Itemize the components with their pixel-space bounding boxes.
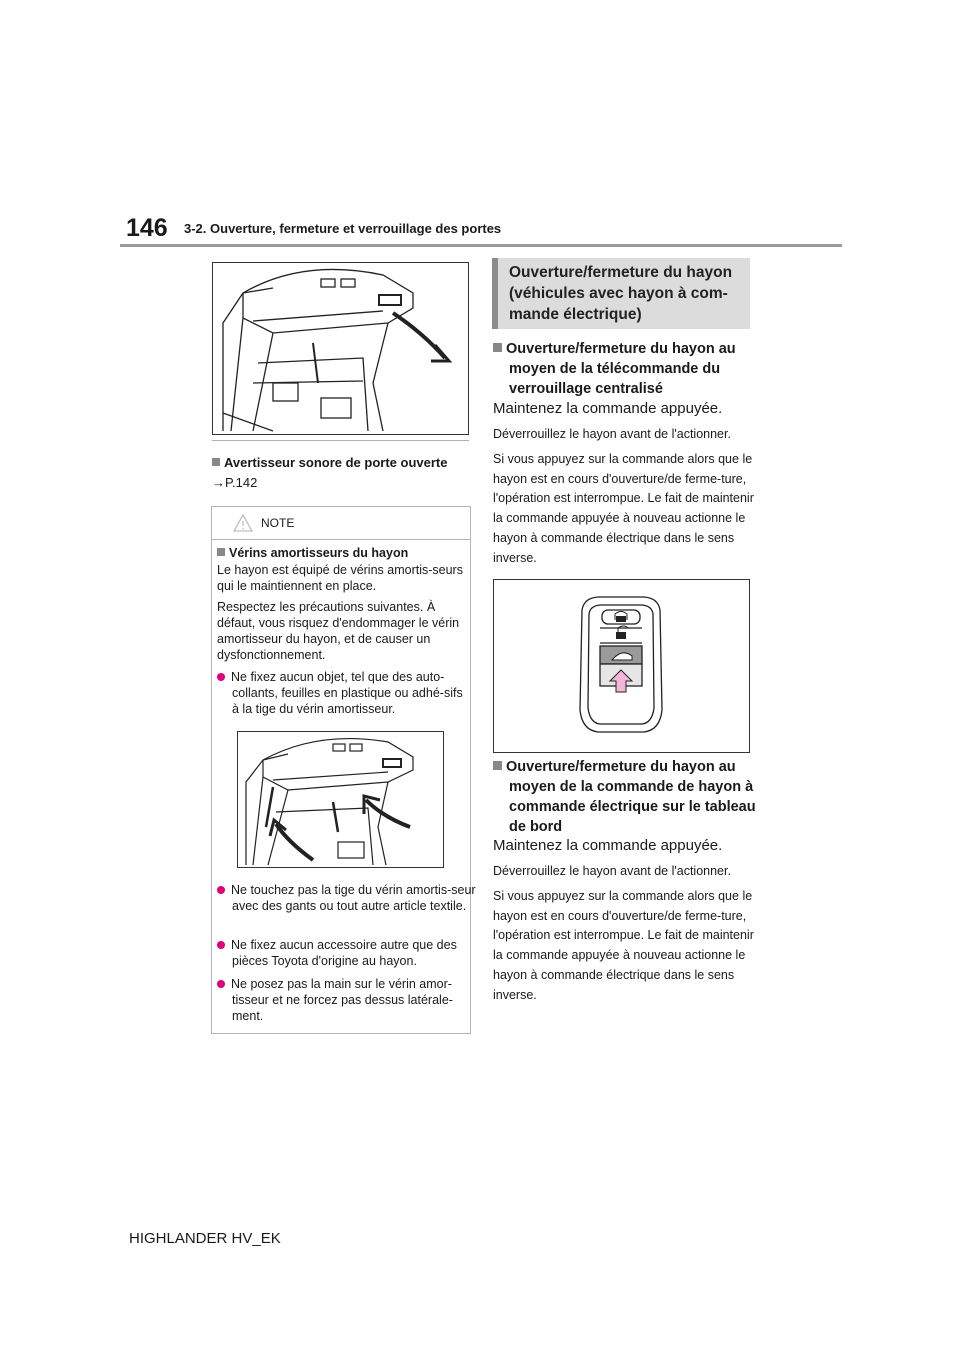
bullet-dot-icon: [217, 673, 225, 681]
tailgate-dampers-illustration: [237, 731, 444, 868]
square-bullet-icon: [493, 343, 502, 352]
note-box: [211, 506, 476, 1034]
key-fob-illustration: [493, 579, 750, 753]
note-heading: Vérins amortisseurs du hayon: [217, 543, 408, 563]
bullet-dot-icon: [217, 941, 225, 949]
note-bullet-3: Ne fixez aucun accessoire autre que des pièces Toyota d'origine au hayon.: [217, 937, 477, 969]
bullet-dot-icon: [217, 886, 225, 894]
note-paragraph-1: Le hayon est équipé de vérins amortis-seurs qui le maintiennent en place.: [217, 563, 463, 593]
note-bullet-4: Ne posez pas la main sur le vérin amor-tisseur et ne forcez pas dessus latérale-ment.: [217, 976, 477, 1024]
figure-divider: [212, 440, 469, 441]
page-number: 146: [126, 214, 168, 242]
note-header: [212, 507, 470, 540]
square-bullet-icon: [493, 761, 502, 770]
subsection-heading-remote: Ouverture/fermeture du hayon au moyen de la télécommande du verrouillage centralisé: [493, 339, 769, 399]
section-title-text: Ouverture/fermeture du hayon (véhicules avec hayon à com-mande électrique): [509, 264, 733, 323]
bullet-dot-icon: [217, 980, 225, 988]
square-bullet-icon: [212, 458, 220, 466]
paragraph-operation-1: Si vous appuyez sur la commande alors que le hayon est en cours d'ouverture/de ferme-ture, l'opération est interrompue. Le fait de maintenir la commande appuyée à nouveau actionne le hayon à commande électrique dans le sens inverse.: [493, 452, 754, 565]
note-bullet-1: Ne fixez aucun objet, tel que des auto-collants, feuilles en plastique ou adhé-sifs à la tige du vérin amortisseur.: [217, 669, 472, 717]
section-title-box: [492, 258, 750, 329]
square-bullet-icon: [217, 548, 225, 556]
warning-triangle-icon: [232, 513, 254, 533]
section-title: 3-2. Ouverture, fermeture et verrouillage des portes: [184, 221, 502, 236]
tailgate-open-illustration: [212, 262, 469, 435]
header-rule: [120, 244, 842, 247]
note-bullet-2: Ne touchez pas la tige du vérin amortis-seur avec des gants ou tout autre article textile.: [217, 882, 477, 914]
page-reference[interactable]: →P.142: [212, 475, 258, 490]
footer-model-name: HIGHLANDER HV_EK: [129, 1230, 281, 1247]
paragraph-unlock-1: Déverrouillez le hayon avant de l'actionner.: [493, 427, 731, 441]
instruction-lead-1: Maintenez la commande appuyée.: [493, 400, 723, 417]
note-label: NOTE: [261, 516, 295, 530]
paragraph-operation-2: Si vous appuyez sur la commande alors que le hayon est en cours d'ouverture/de ferme-ture, l'opération est interrompue. Le fait de maintenir la commande appuyée à nouveau actionne le hayon à commande électrique dans le sens inverse.: [493, 889, 754, 1002]
subsection-heading-dashboard: Ouverture/fermeture du hayon au moyen de la commande de hayon à commande électrique sur le tableau de bord: [493, 757, 769, 837]
note-paragraph-2: Respectez les précautions suivantes. À défaut, vous risquez d'endommager le vérin amortisseur du hayon, et de causer un dysfonctionnement.: [217, 600, 460, 662]
instruction-lead-2: Maintenez la commande appuyée.: [493, 837, 723, 854]
paragraph-unlock-2: Déverrouillez le hayon avant de l'actionner.: [493, 864, 731, 878]
subheading-door-open-buzzer: Avertisseur sonore de porte ouverte: [212, 453, 447, 473]
